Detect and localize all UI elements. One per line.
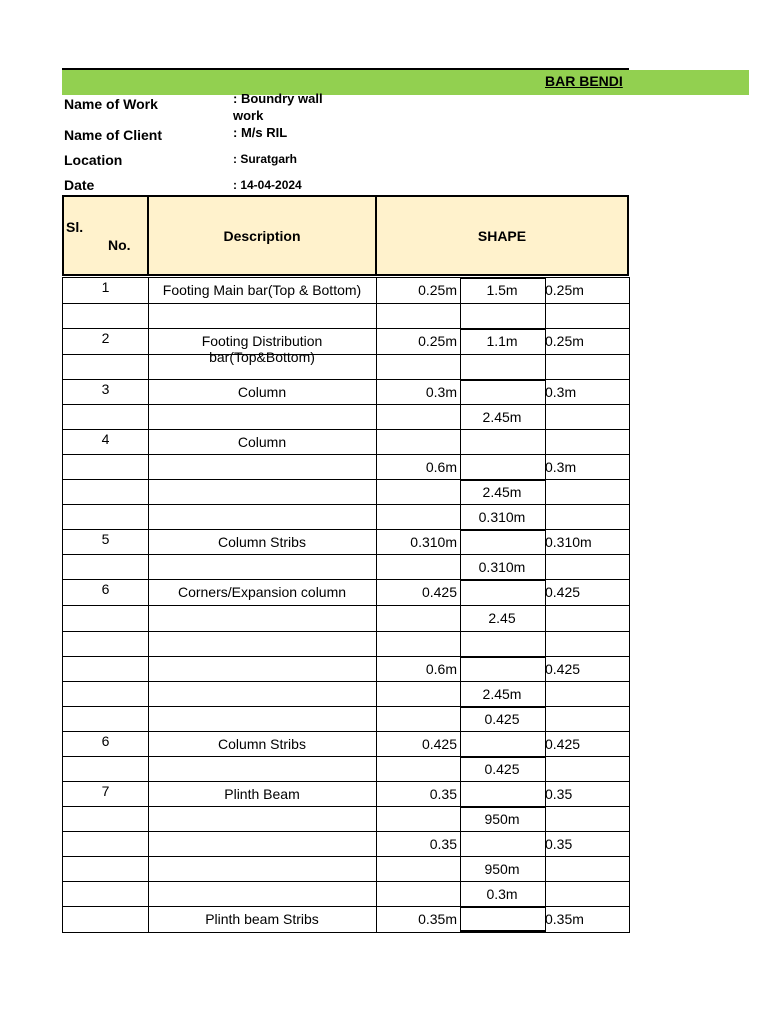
header-sl-cell xyxy=(62,195,149,276)
shape-middle-value: 2.45m xyxy=(482,484,522,500)
location-label: Location xyxy=(64,152,123,168)
shape-middle-value: 0.425 xyxy=(484,761,520,777)
column-gridline xyxy=(376,706,377,731)
column-gridline xyxy=(545,554,546,579)
column-gridline xyxy=(376,605,377,631)
column-gridline xyxy=(460,429,461,454)
shape-right-value: 0.3m xyxy=(545,384,577,400)
shape-left-value: 0.35 xyxy=(429,836,457,852)
column-gridline xyxy=(460,831,461,856)
location-value: : Suratgarh xyxy=(233,152,298,166)
header-description-cell xyxy=(147,195,377,276)
shape-middle-value: 0.425 xyxy=(484,711,520,727)
client-label: Name of Client xyxy=(64,127,163,143)
shape-middle-value: 0.310m xyxy=(478,559,526,575)
column-gridline xyxy=(545,706,546,731)
shape-bar-line xyxy=(460,379,545,381)
shape-bar-line xyxy=(460,906,545,908)
column-gridline xyxy=(460,354,461,379)
description-cell: Footing Main bar(Top & Bottom) xyxy=(162,282,362,298)
shape-left-value: 0.25m xyxy=(418,282,457,298)
sheet-title: BAR BENDI xyxy=(545,73,623,89)
column-gridline xyxy=(545,631,546,656)
shape-middle-value: 950m xyxy=(484,861,520,877)
column-gridline xyxy=(148,881,149,906)
shape-bar-line xyxy=(460,706,545,708)
shape-bar-line xyxy=(460,756,545,758)
column-gridline xyxy=(148,303,149,328)
column-gridline xyxy=(148,681,149,706)
description-cell: Column Stribs xyxy=(218,736,306,752)
sl-no-cell: 6 xyxy=(101,733,110,749)
date-label: Date xyxy=(64,177,95,193)
shape-left-value: 0.425 xyxy=(421,584,457,600)
column-gridline xyxy=(460,454,461,479)
sl-no-cell: 3 xyxy=(101,381,110,397)
shape-bar-line xyxy=(460,277,545,279)
column-gridline xyxy=(545,856,546,881)
description-cell: Plinth Beam xyxy=(224,786,300,802)
header-shape: SHAPE xyxy=(477,228,527,244)
shape-bar-line xyxy=(460,579,545,581)
header-shape-cell xyxy=(375,195,629,276)
column-gridline xyxy=(376,856,377,881)
column-gridline xyxy=(376,806,377,831)
column-gridline xyxy=(545,303,546,328)
sl-no-cell: 1 xyxy=(101,279,110,295)
column-gridline xyxy=(545,756,546,781)
shape-left-value: 0.6m xyxy=(425,459,457,475)
shape-right-value: 0.310m xyxy=(545,534,592,550)
name-of-work-value-line2: work xyxy=(233,108,264,123)
column-gridline xyxy=(376,429,377,454)
column-gridline xyxy=(148,454,149,479)
sl-no-cell: 7 xyxy=(101,783,110,799)
column-gridline xyxy=(460,631,461,656)
shape-left-value: 0.35m xyxy=(418,911,457,927)
column-gridline xyxy=(460,906,461,932)
shape-right-value: 0.425 xyxy=(545,661,581,677)
date-value: : 14-04-2024 xyxy=(233,178,302,192)
shape-middle-value: 2.45m xyxy=(482,409,522,425)
shape-left-value: 0.6m xyxy=(425,661,457,677)
shape-bar-line xyxy=(460,930,545,932)
client-value: : M/s RIL xyxy=(233,125,288,140)
header-no: No. xyxy=(108,237,131,253)
column-gridline xyxy=(545,429,546,454)
column-gridline xyxy=(148,605,149,631)
column-gridline xyxy=(148,756,149,781)
column-gridline xyxy=(545,806,546,831)
column-gridline xyxy=(545,504,546,529)
description-cell: Column xyxy=(237,384,287,400)
column-gridline xyxy=(376,303,377,328)
column-gridline xyxy=(460,781,461,806)
shape-bar-line xyxy=(460,529,545,531)
shape-right-value: 0.35 xyxy=(545,836,573,852)
column-gridline xyxy=(460,579,461,605)
column-gridline xyxy=(148,831,149,856)
shape-right-value: 0.425 xyxy=(545,736,581,752)
column-gridline xyxy=(148,404,149,429)
column-gridline xyxy=(545,881,546,906)
column-gridline xyxy=(148,806,149,831)
shape-left-value: 0.3m xyxy=(425,384,457,400)
shape-right-value: 0.35m xyxy=(545,911,584,927)
column-gridline xyxy=(376,354,377,379)
shape-middle-value: 0.3m xyxy=(486,886,518,902)
column-gridline xyxy=(376,504,377,529)
column-gridline xyxy=(148,856,149,881)
title-bar xyxy=(62,70,749,95)
sl-no-cell: 4 xyxy=(101,431,110,447)
shape-left-value: 0.25m xyxy=(418,333,457,349)
shape-middle-value: 0.310m xyxy=(478,509,526,525)
shape-middle-value: 1.1m xyxy=(486,333,518,349)
column-gridline xyxy=(376,404,377,429)
column-gridline xyxy=(148,631,149,656)
shape-right-value: 0.25m xyxy=(545,282,584,298)
shape-right-value: 0.35 xyxy=(545,786,573,802)
shape-bar-line xyxy=(460,656,545,658)
column-gridline xyxy=(460,656,461,681)
column-gridline xyxy=(148,504,149,529)
shape-right-value: 0.3m xyxy=(545,459,577,475)
column-gridline xyxy=(460,379,461,404)
sl-no-cell: 2 xyxy=(101,330,110,346)
shape-bar-line xyxy=(460,479,545,481)
column-gridline xyxy=(376,554,377,579)
shape-left-value: 0.310m xyxy=(410,534,457,550)
sl-no-cell: 6 xyxy=(101,581,110,597)
shape-right-value: 0.425 xyxy=(545,584,581,600)
column-gridline xyxy=(545,404,546,429)
shape-middle-value: 2.45m xyxy=(482,686,522,702)
column-gridline xyxy=(376,631,377,656)
sl-no-cell: 5 xyxy=(101,531,110,547)
header-description: Description xyxy=(223,228,301,244)
column-gridline xyxy=(376,756,377,781)
column-gridline xyxy=(376,681,377,706)
description-cell: Corners/Expansion column xyxy=(177,584,347,600)
shape-left-value: 0.425 xyxy=(421,736,457,752)
column-gridline xyxy=(460,303,461,328)
shape-left-value: 0.35 xyxy=(429,786,457,802)
shape-bar-line xyxy=(460,806,545,808)
column-gridline xyxy=(460,529,461,554)
column-gridline xyxy=(545,479,546,504)
description-cell: Plinth beam Stribs xyxy=(205,911,319,927)
name-of-work-value-line1: : Boundry wall xyxy=(233,91,323,106)
shape-right-value: 0.25m xyxy=(545,333,584,349)
shape-middle-value: 950m xyxy=(484,811,520,827)
column-gridline xyxy=(545,354,546,379)
column-gridline xyxy=(460,731,461,756)
shape-middle-value: 1.5m xyxy=(486,282,518,298)
column-gridline xyxy=(545,605,546,631)
description-cell: Column xyxy=(237,434,287,450)
column-gridline xyxy=(148,706,149,731)
shape-bar-line xyxy=(460,328,545,330)
column-gridline xyxy=(148,656,149,681)
shape-middle-value: 2.45 xyxy=(488,610,516,626)
header-sl: Sl. xyxy=(66,219,84,235)
column-gridline xyxy=(376,479,377,504)
column-gridline xyxy=(148,479,149,504)
description-cell: Column Stribs xyxy=(218,534,306,550)
row-gridline xyxy=(62,932,630,933)
description-cell: Footing Distribution bar(Top&Bottom) xyxy=(201,333,323,365)
name-of-work-label: Name of Work xyxy=(64,96,158,112)
column-gridline xyxy=(376,881,377,906)
column-gridline xyxy=(148,554,149,579)
column-gridline xyxy=(545,681,546,706)
